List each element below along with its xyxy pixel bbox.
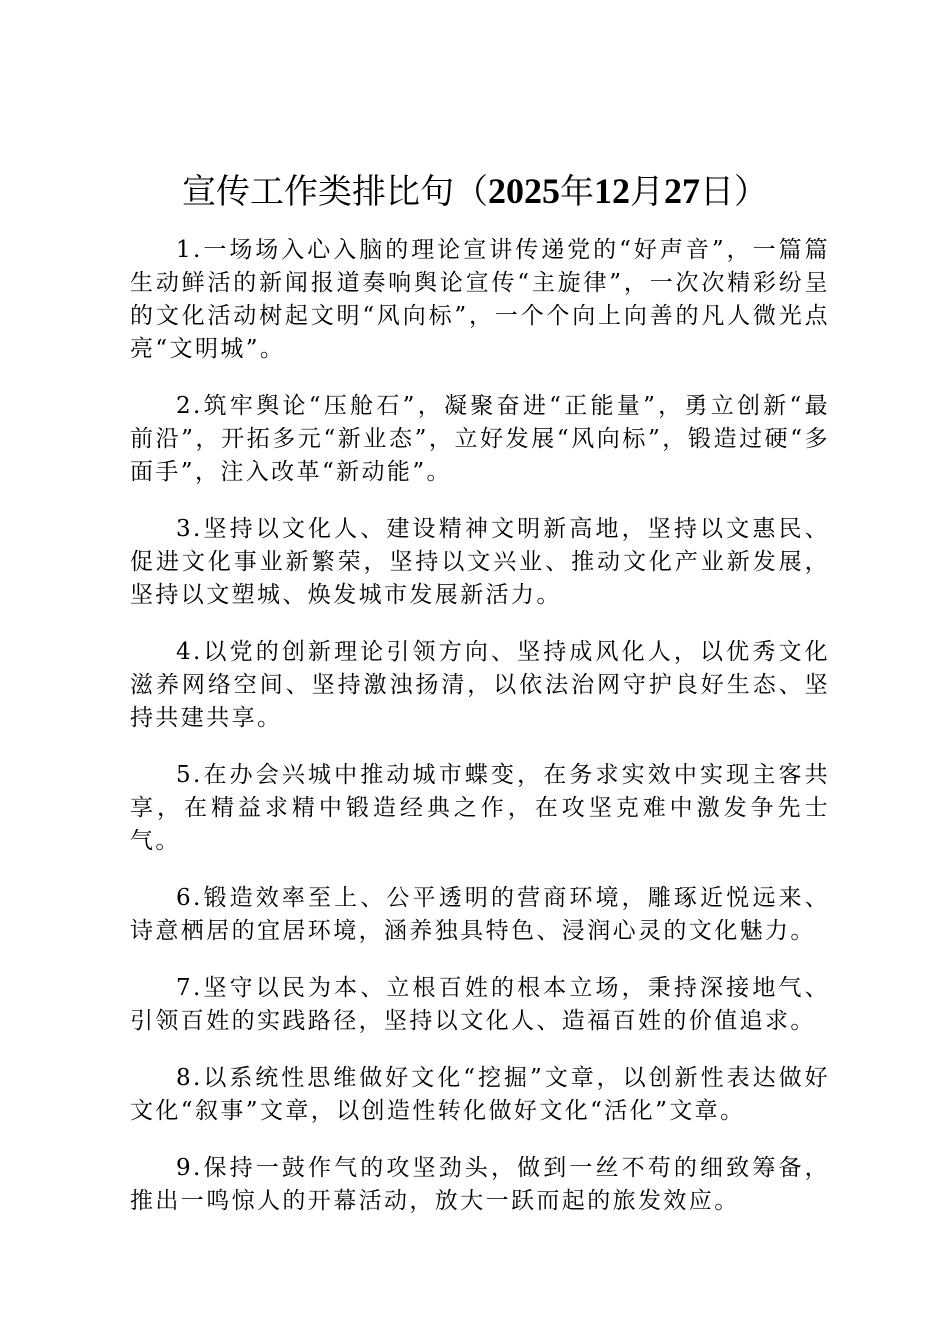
paragraph-7: 7.坚守以民为本、立根百姓的根本立场，秉持深接地气、引领百姓的实践路径，坚持以文化人、造福百姓的价值追求。 bbox=[130, 975, 830, 1034]
paragraph-6: 6.锻造效率至上、公平透明的营商环境，雕琢近悦远来、诗意栖居的宜居环境，涵养独具特色、浸润心灵的文化魅力。 bbox=[130, 885, 830, 944]
title-year-unit: 年 bbox=[560, 172, 594, 212]
title-prefix: 宣传工作类排比句（ bbox=[182, 172, 488, 212]
paragraph-5: 5.在办会兴城中推动城市蝶变，在务求实效中实现主客共享，在精益求精中锻造经典之作，在攻坚克难中激发争先士气。 bbox=[130, 762, 830, 854]
title-day-unit: 日） bbox=[700, 172, 768, 212]
paragraph-2: 2.筑牢舆论“压舱石”，凝聚奋进“正能量”，勇立创新“最前沿”，开拓多元“新业态”，立好发展“风向标”，锻造过硬“多面手”，注入改革“新动能”。 bbox=[130, 393, 830, 485]
title-month-unit: 月 bbox=[630, 172, 664, 212]
title-month: 12 bbox=[594, 171, 630, 211]
paragraph-8: 8.以系统性思维做好文化“挖掘”文章，以创新性表达做好文化“叙事”文章，以创造性转化做好文化“活化”文章。 bbox=[130, 1065, 830, 1124]
document-title bbox=[0, 168, 950, 215]
title-day: 27 bbox=[664, 171, 700, 211]
paragraph-9: 9.保持一鼓作气的攻坚劲头，做到一丝不苟的细致筹备，推出一鸣惊人的开幕活动，放大一跃而起的旅发效应。 bbox=[130, 1155, 830, 1214]
paragraph-3: 3.坚持以文化人、建设精神文明新高地，坚持以文惠民、促进文化事业新繁荣，坚持以文兴业、推动文化产业新发展，坚持以文塑城、焕发城市发展新活力。 bbox=[130, 516, 830, 608]
paragraph-1: 1.一场场入心入脑的理论宣讲传递党的“好声音”，一篇篇生动鲜活的新闻报道奏响舆论宣传“主旋律”，一次次精彩纷呈的文化活动树起文明“风向标”，一个个向上向善的凡人微光点亮“文明城”。 bbox=[130, 237, 830, 362]
document-body bbox=[130, 234, 830, 1242]
title-year: 2025 bbox=[488, 171, 560, 211]
paragraph-4: 4.以党的创新理论引领方向、坚持成风化人，以优秀文化滋养网络空间、坚持激浊扬清，以依法治网守护良好生态、坚持共建共享。 bbox=[130, 639, 830, 731]
